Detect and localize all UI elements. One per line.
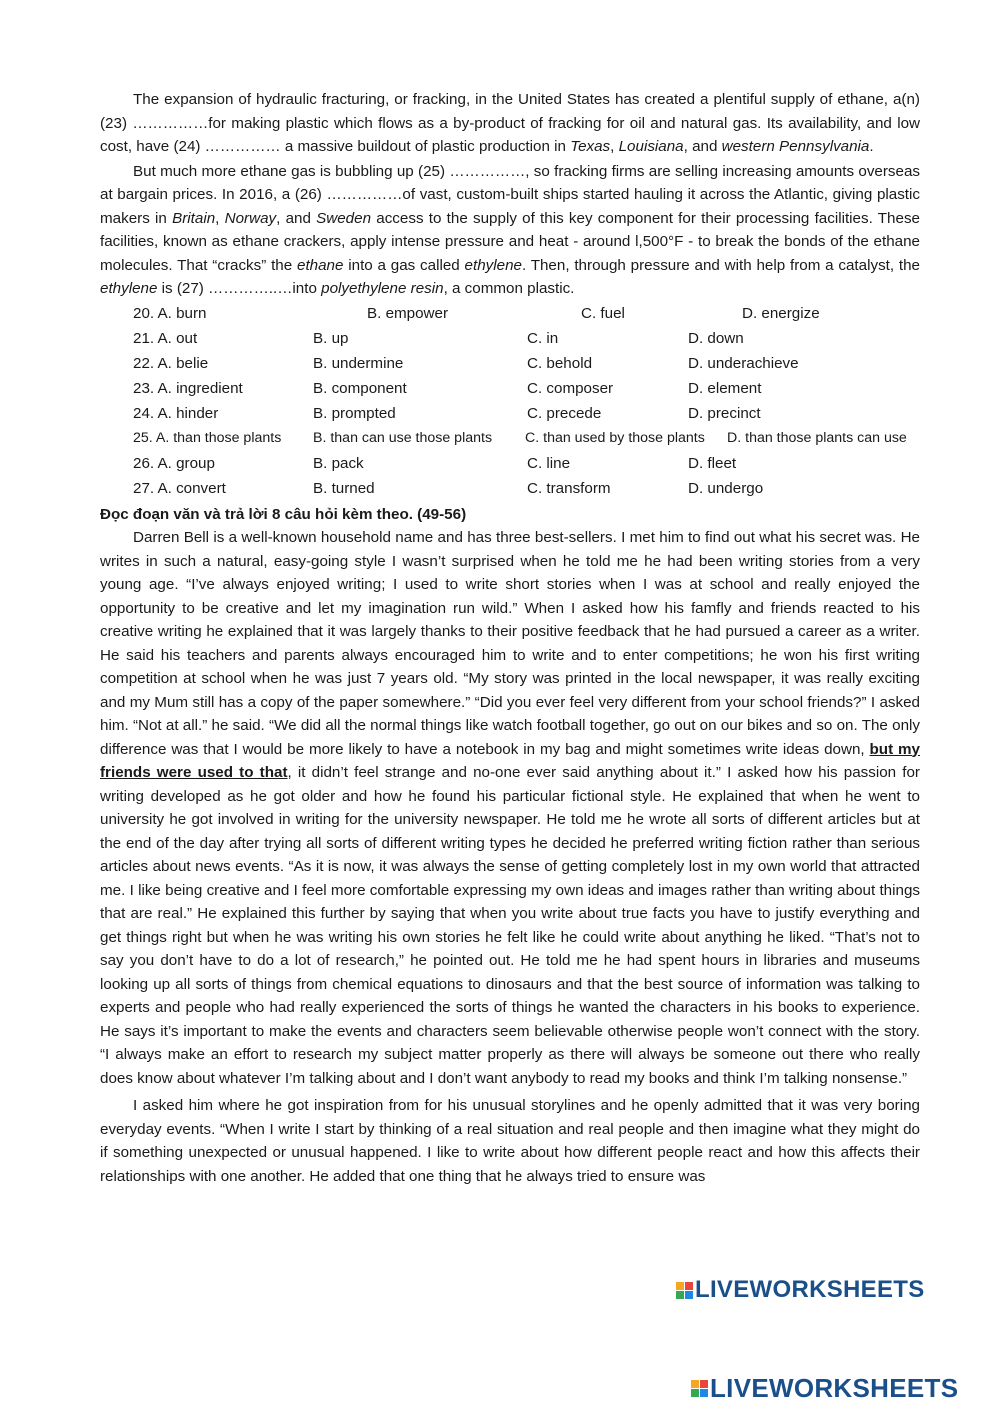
reading-paragraph-2: I asked him where he got inspiration from for his unusual storylines and he openly admitted that it was very boring everyday events. “When I write I start by thinking of a real situation and real people and then imagine what they might do if something unexpected or unusual happened. I like to write about how different people react and how this affects their relationships with one another. He added that one thing that he always tried to ensure was	[100, 1097, 920, 1185]
option-25-c[interactable]: C. than used by those plants	[525, 429, 705, 446]
option-26-c[interactable]: C. line	[527, 454, 571, 472]
reading-paragraph-1: Darren Bell is a well-known household name and has three best-sellers. I met him to find out what his secret was. He writes in such a natural, easy-going style I wasn’t surprised when he told me he had been writing stories from a very young age. “I’ve always enjoyed writing; I used to write short stories when I was at school and really enjoyed the opportunity to be creative and let my imagination run wild.” When I asked how his famfly and friends reacted to his creative writing he explained that it was largely thanks to their positive feedback that he had pursued a career as a writer. He said his teachers and parents always encouraged him to write and to enter competitions; he won his first writing competition at school when he was just 7 years old. “My story was printed in the local newspaper, it was really exciting and my Mum still has a copy of the paper somewhere.” “Did you ever feel very different from your school friends?” I asked him. “Not at all.” he said. “We did all the normal things like watch football together, go out on our bikes and so on. The only difference was that I would be more likely to have a notebook in my bag and might sometimes write ideas down, but my friends were used to that, it didn’t feel strange and no-one ever said anything about it.” I asked how his passion for writing developed as he got older and how he found his particular fictional style. He explained that when he went to university he got involved in writing for the university newspaper. He told me he wrote all sorts of different articles but at the end of the day after trying all sorts of different writing types he decided he preferred writing fiction rather than serious articles about news events. “As it is now, it was always the sense of getting completely lost in my own world that attracted me. I like being creative and I feel more comfortable expressing my own ideas and images rather than writing about things that are real.” He explained this further by saying that when you write about true facts you have to justify everything and get things right but when he was writing his own stories he felt like he could write about anything he liked. “That’s not to say you don’t have to do a lot of research,” he pointed out. He told me he had spent hours in libraries and museums looking up all sorts of things from chemical equations to dinosaurs and that the best source of information was talking to experts and people who had really experienced the sorts of things he wanted the characters in his books to experience. He says it’s important to make the events and characters seem believable otherwise people won’t connect with the story. “I always make an effort to research my subject matter properly as there will always be someone out there who really does know about whatever I’m talking about and I don’t want anybody to read my books and think I’m talking nonsense.”	[100, 529, 920, 1087]
option-23-b[interactable]: B. component	[313, 379, 407, 397]
passage-paragraph-1: The expansion of hydraulic fracturing, or fracking, in the United States has created a plentiful supply of ethane, a(n) (23) ……………for making plastic which flows as a by-product of fracking for oil and natural gas. Its availability, and low cost, have (24) …………… a massive buildout of plastic production in Texas, Louisiana, and western Pennsylvania.	[100, 91, 920, 155]
question-22-options	[100, 351, 920, 376]
question-27-options	[100, 476, 920, 501]
watermark-text: LIVEWORKSHEETS	[695, 1276, 925, 1303]
option-21-c[interactable]: C. in	[527, 329, 559, 347]
option-22-c[interactable]: C. behold	[527, 354, 593, 372]
answer-options	[100, 301, 920, 501]
option-22-d[interactable]: D. underachieve	[688, 354, 799, 372]
option-24-d[interactable]: D. precinct	[688, 404, 761, 422]
option-20-a[interactable]: 20. A. burn	[133, 304, 207, 322]
question-26-options	[100, 451, 920, 476]
option-27-a[interactable]: 27. A. convert	[133, 479, 226, 497]
option-20-d[interactable]: D. energize	[742, 304, 820, 322]
option-27-d[interactable]: D. undergo	[688, 479, 764, 497]
liveworksheets-watermark-footer	[691, 1373, 958, 1404]
option-21-d[interactable]: D. down	[688, 329, 744, 347]
option-26-d[interactable]: D. fleet	[688, 454, 737, 472]
option-24-c[interactable]: C. precede	[527, 404, 602, 422]
option-20-c[interactable]: C. fuel	[581, 304, 625, 322]
option-27-c[interactable]: C. transform	[527, 479, 611, 497]
option-25-a[interactable]: 25. A. than those plants	[133, 429, 282, 446]
option-24-a[interactable]: 24. A. hinder	[133, 404, 219, 422]
option-25-d[interactable]: D. than those plants can use	[727, 429, 907, 446]
option-26-a[interactable]: 26. A. group	[133, 454, 215, 472]
worksheet-page	[100, 88, 920, 1188]
liveworksheets-watermark	[676, 1276, 925, 1304]
option-22-b[interactable]: B. undermine	[313, 354, 404, 372]
option-23-d[interactable]: D. element	[688, 379, 762, 397]
option-20-b[interactable]: B. empower	[367, 304, 449, 322]
question-23-options	[100, 376, 920, 401]
option-27-b[interactable]: B. turned	[313, 479, 375, 497]
passage-paragraph-2: But much more ethane gas is bubbling up (25) ……………, so fracking firms are selling increasing amounts overseas at bargain prices. In 2016, a (26) ……………of vast, custom-built ships started hauling it across the Atlantic, giving plastic makers in Britain, Norway, and Sweden access to the supply of this key component for their processing facilities. These facilities, known as ethane crackers, apply intense pressure and heat - around l,500°F - to break the bonds of the ethane molecules. That “cracks” the ethane into a gas called ethylene. Then, through pressure and with help from a catalyst, the ethylene is (27) …………..…into polyethylene resin, a common plastic.	[100, 162, 921, 297]
option-23-c[interactable]: C. composer	[527, 379, 614, 397]
option-25-b[interactable]: B. than can use those plants	[313, 429, 493, 446]
question-24-options	[100, 401, 920, 426]
option-24-b[interactable]: B. prompted	[313, 404, 396, 422]
option-23-a[interactable]: 23. A. ingredient	[133, 379, 243, 397]
watermark-text: LIVEWORKSHEETS	[710, 1373, 959, 1403]
question-21-options	[100, 326, 920, 351]
question-20-options	[100, 301, 920, 326]
liveworksheets-logo-icon	[676, 1282, 693, 1299]
option-21-b[interactable]: B. up	[313, 329, 349, 347]
underlined-phrase: but my friends were used to that	[100, 740, 920, 781]
option-21-a[interactable]: 21. A. out	[133, 329, 198, 347]
option-22-a[interactable]: 22. A. belie	[133, 354, 209, 372]
section-heading: Đọc đoạn văn và trả lời 8 câu hỏi kèm theo. (49-56)	[100, 505, 467, 523]
liveworksheets-logo-icon	[691, 1380, 708, 1397]
option-26-b[interactable]: B. pack	[313, 454, 364, 472]
question-25-options	[100, 426, 920, 451]
